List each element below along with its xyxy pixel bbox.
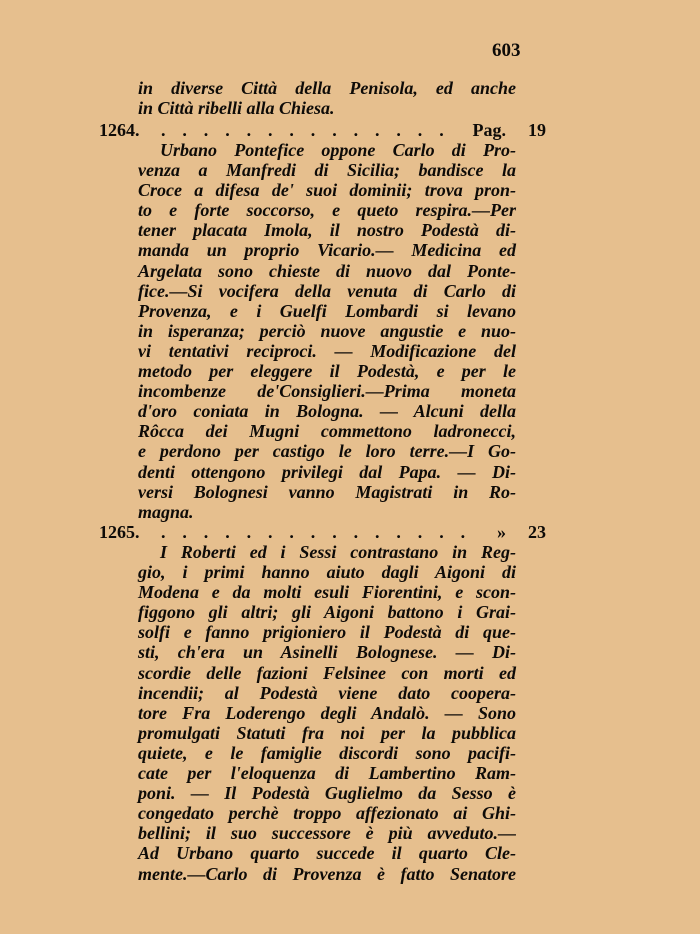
leader-dots: . . . . . . . . . . . . . . . — [161, 522, 472, 542]
text-line: incombenze de'Consiglieri.—Prima moneta — [138, 381, 516, 402]
entry-body-1264 — [138, 140, 516, 522]
text-line: figgono gli altri; gli Aigoni battono i Grai- — [138, 602, 516, 623]
entry-year: 1264. — [99, 120, 140, 140]
entry-body-1265 — [138, 542, 516, 884]
page-ref-number: 23 — [528, 522, 546, 542]
text-line: gio, i primi hanno aiuto dagli Aigoni di — [138, 562, 516, 583]
text-line: poni. — Il Podestà Guglielmo da Sesso è — [138, 783, 516, 804]
text-line: vi tentativi reciproci. — Modificazione del — [138, 340, 516, 361]
leader-dots: . . . . . . . . . . . . . . — [161, 120, 450, 140]
page-ref-number: 19 — [528, 120, 546, 140]
text-line: denti ottengono privilegi dal Papa. — Di- — [138, 461, 516, 482]
text-line: e perdono per castigo le loro terre.—I Go- — [138, 441, 516, 462]
entry-year: 1265. — [99, 522, 140, 542]
text-line: d'oro coniata in Bologna. — Alcuni della — [138, 401, 516, 422]
text-line: Provenza, e i Guelfi Lombardi si levano — [138, 300, 516, 321]
text-line: congedato perchè troppo affezionato ai Ghi- — [138, 803, 516, 824]
text-line: tore Fra Loderengo degli Andalò. — Sono — [138, 702, 516, 723]
text-line: mente.—Carlo di Provenza è fatto Senatore — [138, 863, 516, 884]
text-line: promulgati Statuti fra noi per la pubblica — [138, 722, 516, 743]
text-line: Urbano Pontefice oppone Carlo di Pro- — [160, 140, 516, 160]
text-line: fice.—Si vocifera della venuta di Carlo di — [138, 280, 516, 301]
text-line: to e forte soccorso, e queto respira.—Per — [138, 200, 516, 221]
text-line: metodo per eleggere il Podestà, e per le — [138, 361, 516, 382]
text-line: cate per l'eloquenza di Lambertino Ram- — [138, 763, 516, 784]
text-line: in diverse Città della Penisola, ed anche — [138, 78, 516, 98]
text-line: sti, ch'era un Asinelli Bolognese. — Di- — [138, 642, 516, 663]
text-line: magna. — [138, 501, 194, 522]
page-ref-label: Pag. — [472, 120, 506, 140]
intro-text — [138, 78, 516, 118]
text-line: Modena e da molti esuli Fiorentini, e scon- — [138, 582, 516, 603]
text-line: Rôcca dei Mugni commettono ladronecci, — [138, 421, 516, 442]
page-ref-label: » — [497, 522, 506, 542]
text-line: quiete, e le famiglie discordi sono pacifi- — [138, 742, 516, 763]
text-line: Croce a difesa de' suoi dominii; trova pron- — [138, 180, 516, 201]
text-line: solfi e fanno prigioniero il Podestà di que- — [138, 622, 516, 643]
text-line: scordie delle fazioni Felsinee con morti ed — [138, 662, 516, 683]
text-line: venza a Manfredi di Sicilia; bandisce la — [138, 160, 516, 181]
text-line: I Roberti ed i Sessi contrastano in Reg- — [160, 542, 516, 562]
text-line: incendii; al Podestà viene dato coopera- — [138, 682, 516, 703]
text-line: Ad Urbano quarto succede il quarto Cle- — [138, 843, 516, 864]
text-line: in isperanza; perciò nuove angustie e nuo- — [138, 320, 516, 341]
text-line: in Città ribelli alla Chiesa. — [138, 98, 335, 119]
text-line: manda un proprio Vicario.— Medicina ed — [138, 240, 516, 261]
page-number: 603 — [492, 40, 521, 61]
text-line: versi Bolognesi vanno Magistrati in Ro- — [138, 481, 516, 502]
text-line: tener placata Imola, il nostro Podestà di- — [138, 220, 516, 241]
text-line: Argelata sono chieste di nuovo dal Ponte- — [138, 260, 516, 281]
text-line: bellini; il suo successore è più avveduto.— — [138, 823, 516, 844]
